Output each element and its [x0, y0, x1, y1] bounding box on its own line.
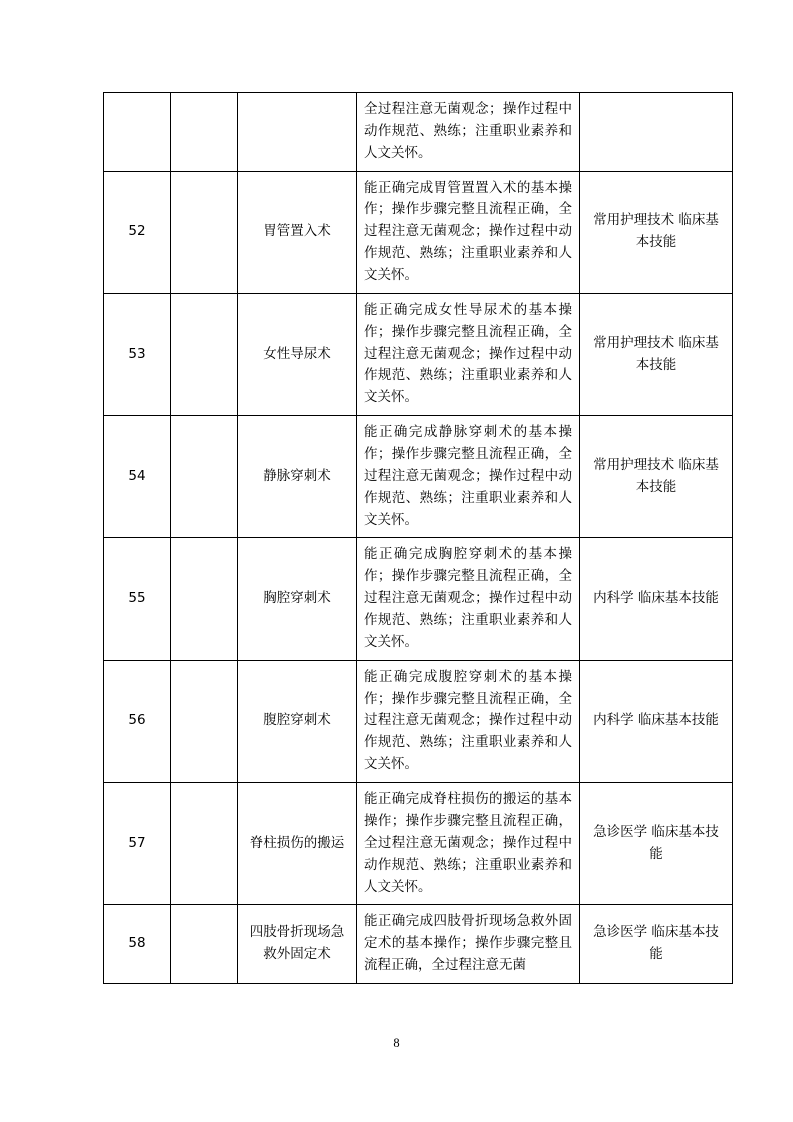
row-description-cell [357, 416, 580, 538]
row-reference-cell [580, 293, 733, 415]
row-description: 能正确完成腹腔穿刺术的基本操作；操作步骤完整且流程正确，全过程注意无菌观念；操作过程中动作规范、熟练；注重职业素养和人文关怀。 [364, 668, 572, 773]
row-reference: 常用护理技术 临床基本技能 [593, 212, 719, 251]
row-name: 胸腔穿刺术 [263, 590, 331, 607]
row-description: 全过程注意无菌观念；操作过程中动作规范、熟练；注重职业素养和人文关怀。 [364, 101, 572, 161]
row-blank-cell [171, 293, 238, 415]
row-blank-cell [171, 783, 238, 905]
row-reference: 急诊医学 临床基本技能 [593, 823, 719, 862]
table-row [104, 416, 733, 538]
row-reference: 急诊医学 临床基本技能 [593, 924, 719, 963]
table-body [104, 93, 733, 984]
table-row [104, 660, 733, 782]
row-reference: 内科学 临床基本技能 [593, 712, 719, 729]
row-reference-cell [580, 416, 733, 538]
row-reference-cell [580, 538, 733, 660]
row-reference-cell [580, 171, 733, 293]
row-number: 55 [128, 590, 146, 607]
row-reference-cell [580, 660, 733, 782]
row-name: 四肢骨折现场急救外固定术 [249, 924, 345, 963]
row-number-cell [104, 783, 171, 905]
row-reference: 内科学 临床基本技能 [593, 590, 719, 607]
row-reference: 常用护理技术 临床基本技能 [593, 456, 719, 495]
row-description-cell [357, 293, 580, 415]
row-number-cell [104, 660, 171, 782]
row-number-cell [104, 171, 171, 293]
row-number-cell [104, 93, 171, 172]
row-number: 52 [128, 223, 146, 240]
row-number: 54 [128, 467, 146, 484]
row-reference-cell [580, 93, 733, 172]
row-name-cell [238, 538, 357, 660]
table-row [104, 93, 733, 172]
row-blank-cell [171, 93, 238, 172]
table-row [104, 783, 733, 905]
row-name-cell [238, 660, 357, 782]
row-description-cell [357, 171, 580, 293]
row-number: 58 [128, 935, 146, 952]
row-name-cell [238, 93, 357, 172]
row-name: 胃管置入术 [263, 223, 331, 240]
row-name: 脊柱损伤的搬运 [249, 834, 345, 851]
row-number-cell [104, 538, 171, 660]
row-description: 能正确完成胃管置置入术的基本操作；操作步骤完整且流程正确，全过程注意无菌观念；操作过程中动作规范、熟练；注重职业素养和人文关怀。 [364, 179, 572, 284]
row-number-cell [104, 416, 171, 538]
row-reference: 常用护理技术 临床基本技能 [593, 334, 719, 373]
row-number-cell [104, 905, 171, 984]
row-description-cell [357, 538, 580, 660]
row-description: 能正确完成女性导尿术的基本操作；操作步骤完整且流程正确，全过程注意无菌观念；操作过程中动作规范、熟练；注重职业素养和人文关怀。 [364, 301, 572, 406]
row-number: 53 [128, 345, 146, 362]
row-number: 57 [128, 834, 146, 851]
row-reference-cell [580, 905, 733, 984]
row-description-cell [357, 783, 580, 905]
row-reference-cell [580, 783, 733, 905]
row-description-cell [357, 905, 580, 984]
row-description-cell [357, 660, 580, 782]
row-name-cell [238, 783, 357, 905]
row-blank-cell [171, 905, 238, 984]
row-name-cell [238, 171, 357, 293]
row-name: 静脉穿刺术 [263, 467, 331, 484]
row-description-cell [357, 93, 580, 172]
row-blank-cell [171, 171, 238, 293]
table-row [104, 538, 733, 660]
row-number-cell [104, 293, 171, 415]
table-row [104, 293, 733, 415]
row-name-cell [238, 905, 357, 984]
row-description: 能正确完成脊柱损伤的搬运的基本操作；操作步骤完整且流程正确，全过程注意无菌观念；操作过程中动作规范、熟练；注重职业素养和人文关怀。 [364, 791, 572, 895]
row-description: 能正确完成胸腔穿刺术的基本操作；操作步骤完整且流程正确，全过程注意无菌观念；操作过程中动作规范、熟练；注重职业素养和人文关怀。 [364, 546, 572, 650]
row-name: 女性导尿术 [263, 345, 331, 362]
row-description: 能正确完成四肢骨折现场急救外固定术的基本操作；操作步骤完整且流程正确，全过程注意无菌 [364, 913, 572, 974]
table-row [104, 171, 733, 293]
table-row [104, 905, 733, 984]
row-blank-cell [171, 416, 238, 538]
page-number: 8 [393, 1036, 400, 1050]
row-number: 56 [128, 712, 146, 729]
row-blank-cell [171, 538, 238, 660]
row-name-cell [238, 416, 357, 538]
row-description: 能正确完成静脉穿刺术的基本操作；操作步骤完整且流程正确，全过程注意无菌观念；操作过程中动作规范、熟练；注重职业素养和人文关怀。 [364, 424, 572, 528]
row-name: 腹腔穿刺术 [263, 712, 331, 729]
row-blank-cell [171, 660, 238, 782]
row-name-cell [238, 293, 357, 415]
skills-table [103, 92, 733, 984]
